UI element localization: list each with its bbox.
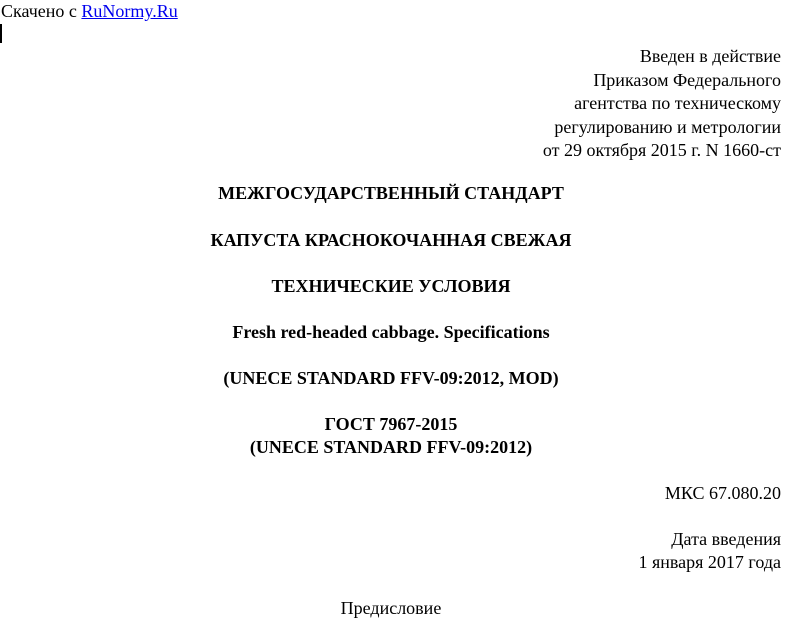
english-title: Fresh red-headed cabbage. Specifications <box>232 322 550 342</box>
gost-number: ГОСТ 7967-2015 <box>324 414 458 434</box>
enactment-line: от 29 октября 2015 г. N 1660-ст <box>542 140 781 160</box>
text-cursor <box>0 24 2 43</box>
introduction-date-value: 1 января 2017 года <box>638 552 781 572</box>
enactment-line: Приказом Федерального <box>593 69 781 90</box>
product-heading: КАПУСТА КРАСНОКОЧАННАЯ СВЕЖАЯ <box>210 230 572 250</box>
source-prefix: Скачено с <box>1 1 82 21</box>
mks-code: МКС 67.080.20 <box>664 483 781 503</box>
standard-type-heading: МЕЖГОСУДАРСТВЕННЫЙ СТАНДАРТ <box>218 183 564 203</box>
conditions-heading: ТЕХНИЧЕСКИЕ УСЛОВИЯ <box>271 276 511 296</box>
source-line <box>1 1 178 21</box>
enactment-line: агентства по техническому <box>574 93 781 113</box>
unece-heading: (UNECE STANDARD FFV-09:2012) <box>249 437 533 457</box>
enactment-block <box>543 45 781 163</box>
preface-heading: Предисловие <box>340 598 442 618</box>
enactment-line: регулированию и метрологии <box>554 116 781 137</box>
unece-mod-heading: (UNECE STANDARD FFV-09:2012, MOD) <box>223 368 559 388</box>
enactment-line: Введен в действие <box>639 46 781 66</box>
introduction-date-label: Дата введения <box>671 529 781 549</box>
source-link[interactable]: RuNormy.Ru <box>81 1 178 21</box>
